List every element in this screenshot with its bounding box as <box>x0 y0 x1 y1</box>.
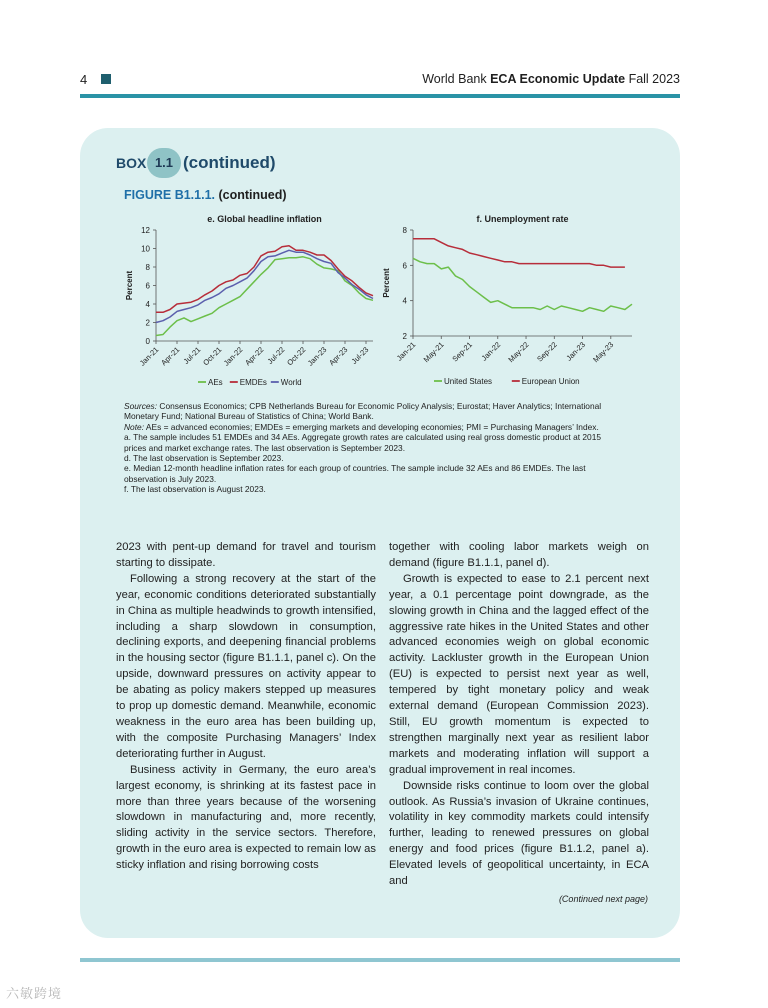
y-tick-label: 8 <box>402 226 407 235</box>
page-number: 4 <box>80 72 88 87</box>
paragraph: Downside risks continue to loom over the global outlook. As Russia’s invasion of Ukraine continues, volatility in key commodity markets could intensify further, leading to renewed pressures on global energy and food prices (figure B1.1.2, panel a). Elevated levels of geopolitical uncertainty, in ECA and <box>389 779 649 888</box>
series-line-united-states <box>413 258 632 311</box>
x-tick-label: Jan-21 <box>394 340 418 363</box>
y-tick-label: 4 <box>402 296 407 306</box>
y-tick-label: 2 <box>145 318 150 328</box>
continued-note: (Continued next page) <box>558 894 648 904</box>
legend-label: World <box>280 378 302 387</box>
paragraph: together with cooling labor markets weigh on demand (figure B1.1.1, panel d). <box>389 541 649 569</box>
top-rule <box>80 94 680 98</box>
x-tick-label: Apr-21 <box>159 345 182 368</box>
x-tick-label: May-22 <box>506 340 531 365</box>
y-tick-label: 8 <box>145 263 150 272</box>
box-label: BOX <box>116 155 147 171</box>
y-axis-label: Percent <box>382 268 391 298</box>
y-tick-label: 6 <box>145 281 150 291</box>
x-tick-label: Sep-21 <box>450 340 474 364</box>
watermark: 六敏跨境 <box>6 986 63 1001</box>
paragraph: 2023 with pent-up demand for travel and tourism starting to dissipate. <box>116 541 376 569</box>
x-tick-label: Apr-23 <box>327 345 350 368</box>
legend-label: United States <box>444 377 493 386</box>
y-tick-label: 12 <box>141 226 150 235</box>
figure-notes <box>124 401 619 495</box>
series-line-european-union <box>413 239 625 267</box>
abbreviation-note: Note: AEs = advanced economies; EMDEs = emerging markets and developing economies; PMI = Purchasing Managers’ Index. <box>124 421 599 432</box>
paragraph: Business activity in Germany, the euro area’s largest economy, is shrinking at its fastest pace in more than three years because of the worsening slowdown in manufacturing and, more recently, sliding activity in the service sectors. Therefore, growth in the euro area is expected to remain low as sticky inflation and rising borrowing costs <box>116 763 376 872</box>
bottom-rule <box>80 958 680 962</box>
x-tick-label: Jan-22 <box>479 340 503 363</box>
y-tick-label: 10 <box>141 244 150 254</box>
y-tick-label: 0 <box>145 337 150 346</box>
x-tick-label: May-21 <box>421 340 446 365</box>
box-title: (continued) <box>183 153 276 172</box>
y-tick-label: 2 <box>402 332 407 341</box>
x-tick-label: Oct-22 <box>285 345 308 368</box>
x-tick-label: Jan-22 <box>221 345 245 368</box>
y-tick-label: 6 <box>402 261 407 271</box>
x-tick-label: Jul-22 <box>265 345 287 366</box>
figure-title <box>124 188 287 202</box>
series-line-aes <box>156 257 373 336</box>
chart-title: f. Unemployment rate <box>476 214 569 224</box>
x-tick-label: Jan-21 <box>137 345 161 368</box>
series-line-emdes <box>156 246 373 313</box>
paragraph: Growth is expected to ease to 2.1 percent next year, a 0.1 percentage point downgrade, as the slowing growth in China and the lagged effect of the aggressive rate hikes in the United States and other advanced economies weigh on global economic activity. Lackluster growth in the European Union (EU) is expected to persist next year as well, tempered by tight monetary policy and weak external demand (European Commission 2023). Still, EU growth momentum is expected to strengthen marginally next year as resilient labor markets and moderating inflation will support a gradual improvement in real incomes. <box>389 572 649 776</box>
y-axis-label: Percent <box>125 270 134 301</box>
x-tick-label: Jan-23 <box>305 345 329 368</box>
x-tick-label: May-23 <box>591 340 616 365</box>
running-head-suffix: Fall 2023 <box>628 72 680 86</box>
box-number-badge: 1.1 <box>147 148 181 178</box>
x-tick-label: Apr-22 <box>243 345 266 368</box>
chart-unemployment-rate <box>380 210 645 395</box>
note-d: d. The last observation is September 2023. <box>124 453 284 464</box>
x-tick-label: Oct-21 <box>201 345 224 368</box>
body-column-right <box>389 540 649 890</box>
legend-label: AEs <box>208 378 223 387</box>
x-tick-label: Jul-21 <box>181 345 203 366</box>
figure-label: FIGURE B1.1.1. <box>124 188 215 202</box>
x-tick-label: Jul-23 <box>349 345 371 366</box>
legend-label: EMDEs <box>239 378 267 387</box>
running-head-prefix: World Bank <box>422 72 487 86</box>
x-tick-label: Sep-22 <box>535 340 559 364</box>
running-head <box>422 72 680 86</box>
body-column-left <box>116 540 376 874</box>
chart-title: e. Global headline inflation <box>207 214 322 224</box>
legend-label: European Union <box>521 377 580 386</box>
figure-suffix: (continued) <box>218 188 287 202</box>
note-a: a. The sample includes 51 EMDEs and 34 AEs. Aggregate growth rates are calculated using real gross domestic product at 2015 prices and market exchange rates. The last observation is September 2023. <box>124 432 602 453</box>
sources-note: Sources: Consensus Economics; CPB Netherlands Bureau for Economic Policy Analysis; Eurostat; Haver Analytics; International Monetary Fund; National Bureau of Statistics of China; World Bank. <box>124 401 602 422</box>
page-marker-square <box>101 74 111 84</box>
running-head-title: ECA Economic Update <box>490 72 626 86</box>
series-line-world <box>156 250 373 322</box>
note-e: e. Median 12-month headline inflation rates for each group of countries. The sample include 32 AEs and 86 EMDEs. The last observation is July 2023. <box>124 463 586 484</box>
x-tick-label: Jan-23 <box>564 340 587 363</box>
chart-global-headline-inflation <box>118 210 388 395</box>
y-tick-label: 4 <box>145 300 150 309</box>
note-f: f. The last observation is August 2023. <box>124 484 266 495</box>
paragraph: Following a strong recovery at the start of the year, economic conditions deteriorated substantially in China as multiple headwinds to growth intensified, including a sharp slowdown in consumption, declining exports, and deepening financial problems in the housing sector (figure B1.1.1, panel c). On the upside, downward pressures on activity appear to be abating as policy makers stepped up measures to prop up domestic demand. Meanwhile, economic weakness in the euro area has been building up, with the composite Purchasing Managers’ Index deteriorating further in August. <box>116 572 376 760</box>
